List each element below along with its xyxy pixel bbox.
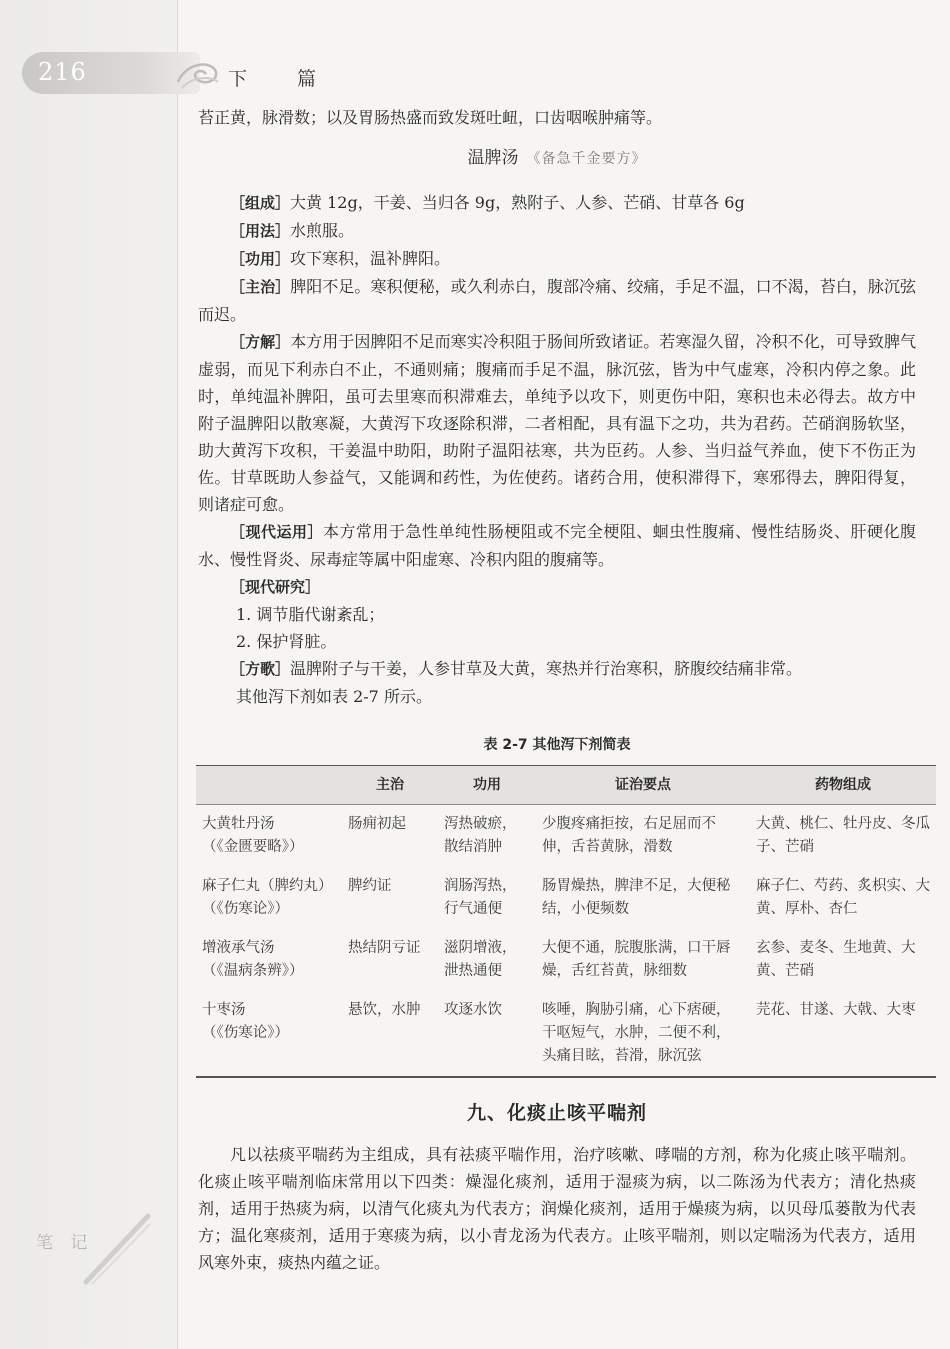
column-header: 功用 [438,766,536,805]
swirl-ornament-icon [172,52,222,94]
row-formula-source: （《温病条辨》） [202,963,304,979]
indication-text: 脾阳不足。寒积便秘，或久利赤白，腹部冷痛、绞痛，手足不温，口不渴，苔白，脉沉弦而迟。 [198,277,916,324]
usage-tag: ［用法］ [230,222,291,240]
page-content [198,104,930,1276]
table-row [196,929,936,991]
formula-source: 《备急千金要方》 [526,151,647,167]
formula-cell [196,991,342,1077]
row-formula-source: （《伤寒论》） [202,1025,289,1041]
analysis-paragraph [198,328,916,518]
table-row [196,991,936,1077]
usage-paragraph [198,217,916,245]
composition-text: 大黄 12g，干姜、当归各 9g，熟附子、人参、芒硝、甘草各 6g [290,193,745,212]
verse-paragraph [198,655,916,683]
row-formula-name: 麻子仁丸（脾约丸） [202,878,333,894]
table-header-row [196,766,936,805]
table-caption: 表 2-7 其他泻下剂简表 [483,737,631,753]
function-tag: ［功用］ [230,250,291,268]
formula-title [198,145,916,173]
function-cell: 滋阴增液，泄热通便 [444,940,517,979]
column-header: 证治要点 [536,766,750,805]
margin-column [0,0,178,1349]
key-points-cell: 大便不通，脘腹胀满，口干唇燥，舌红苔黄，脉细数 [542,940,731,979]
ingredients-cell: 麻子仁、芍药、炙枳实、大黄、厚朴、杏仁 [756,878,930,917]
ingredients-cell: 玄参、麦冬、生地黄、大黄、芒硝 [756,940,916,979]
notes-label: 笔 记 [36,1233,94,1253]
table-row [196,805,936,868]
purgative-table [196,765,936,1078]
row-formula-name: 增液承气汤 [202,940,275,956]
indication-cell: 肠痈初起 [348,816,406,832]
table-row [196,867,936,929]
key-points-cell: 肠胃燥热，脾津不足，大便秘结，小便频数 [542,878,731,917]
page-number: 216 [38,58,87,86]
function-cell: 攻逐水饮 [438,991,536,1077]
modern-research-paragraph [198,573,916,601]
analysis-tag: ［方解］ [230,333,291,351]
function-paragraph [198,245,916,273]
indication-cell: 脾约证 [348,878,392,894]
margin-divider [177,0,178,1349]
row-formula-name: 大黄牡丹汤 [202,816,275,832]
key-points-cell: 咳唾，胸胁引痛，心下痞硬，干呕短气，水肿，二便不利，头痛目眩，苔滑，脉沉弦 [536,991,750,1077]
function-text: 攻下寒积，温补脾阳。 [290,249,451,268]
formula-cell [196,929,342,991]
indication-cell: 热结阴亏证 [348,940,421,956]
formula-name: 温脾汤 [467,148,519,168]
analysis-text: 本方用于因脾阳不足而寒实冷积阻于肠间所致诸证。若寒湿久留，冷积不化，可导致脾气虚弱，而见下利赤白不止，不通则痛；腹痛而手足不温，脉沉弦，皆为中气虚寒，冷积内停之象。此时，单纯温补脾阳，虽可去里寒而积滞难去，单纯予以攻下，则更伤中阳，寒积也未必得去。故方中附子温脾阳以散寒凝，大黄泻下攻逐除积滞，二者相配，具有温下之功，共为君药。芒硝润肠软坚，助大黄泻下攻积，干姜温中助阳，助附子温阳祛寒，共为臣药。人参、当归益气养血，使下不伤正为佐。甘草既助人参益气，又能调和药性，为佐使药。诸药合用，使积滞得下，寒邪得去，脾阳得复，则诸症可愈。 [198,332,916,514]
section-body: 凡以祛痰平喘药为主组成，具有祛痰平喘作用，治疗咳嗽、哮喘的方剂，称为化痰止咳平喘剂。化痰止咳平喘剂临床常用以下四类：燥湿化痰剂，适用于湿痰为病，以二陈汤为代表方；清化热痰剂，适用于热痰为病，以清气化痰丸为代表方；润燥化痰剂，适用于燥痰为病，以贝母瓜蒌散为代表方；温化寒痰剂，适用于寒痰为病，以小青龙汤为代表方。止咳平喘剂，则以定喘汤为代表方，适用风寒外束，痰热内蕴之证。 [198,1145,916,1272]
section-heading: 九、化痰止咳平喘剂 [466,1102,647,1124]
running-head: 下 篇 [228,68,339,90]
ingredients-cell: 芫花、甘遂、大戟、大枣 [750,991,936,1077]
function-cell: 泻热破瘀，散结消肿 [444,816,517,855]
modern-research-tag: ［现代研究］ [230,578,321,596]
ingredients-cell: 大黄、桃仁、牡丹皮、冬瓜子、芒硝 [756,816,930,855]
modern-use-tag: ［现代运用］ [230,523,323,541]
table-reference: 其他泻下剂如表 2-7 所示。 [236,687,432,706]
verse-text: 温脾附子与干姜，人参甘草及大黄，寒热并行治寒积，脐腹绞结痛非常。 [290,659,803,678]
composition-tag: ［组成］ [230,194,291,212]
function-cell: 润肠泻热，行气通便 [444,878,517,917]
modern-use-paragraph [198,518,916,573]
intro-line: 苔正黄，脉滑数；以及胃肠热盛而致发斑吐衄，口齿咽喉肿痛等。 [198,108,663,127]
pencil-icon [78,1210,158,1290]
column-header: 药物组成 [750,766,936,805]
formula-cell [196,867,342,929]
composition-paragraph [198,189,916,217]
row-formula-name: 十枣汤 [202,1002,246,1018]
row-formula-source: （《金匮要略》） [202,839,304,855]
modern-use-text: 本方常用于急性单纯性肠梗阻或不完全梗阻、蛔虫性腹痛、慢性结肠炎、肝硬化腹水、慢性肾炎、尿毒症等属中阳虚寒、冷积内阻的腹痛等。 [198,522,916,569]
key-points-cell: 少腹疼痛拒按，右足屈而不伸，舌苔黄脉，滑数 [542,816,716,855]
verse-tag: ［方歌］ [230,660,291,678]
research-item: 2. 保护肾脏。 [236,632,337,651]
usage-text: 水煎服。 [290,221,355,240]
indication-tag: ［主治］ [230,278,291,296]
column-header: 主治 [342,766,438,805]
formula-cell [196,805,342,868]
indication-cell: 悬饮，水肿 [342,991,438,1077]
indication-paragraph [198,273,916,328]
column-header [196,766,342,805]
row-formula-source: （《伤寒论》） [202,901,289,917]
research-item: 1. 调节脂代谢紊乱； [236,605,385,624]
